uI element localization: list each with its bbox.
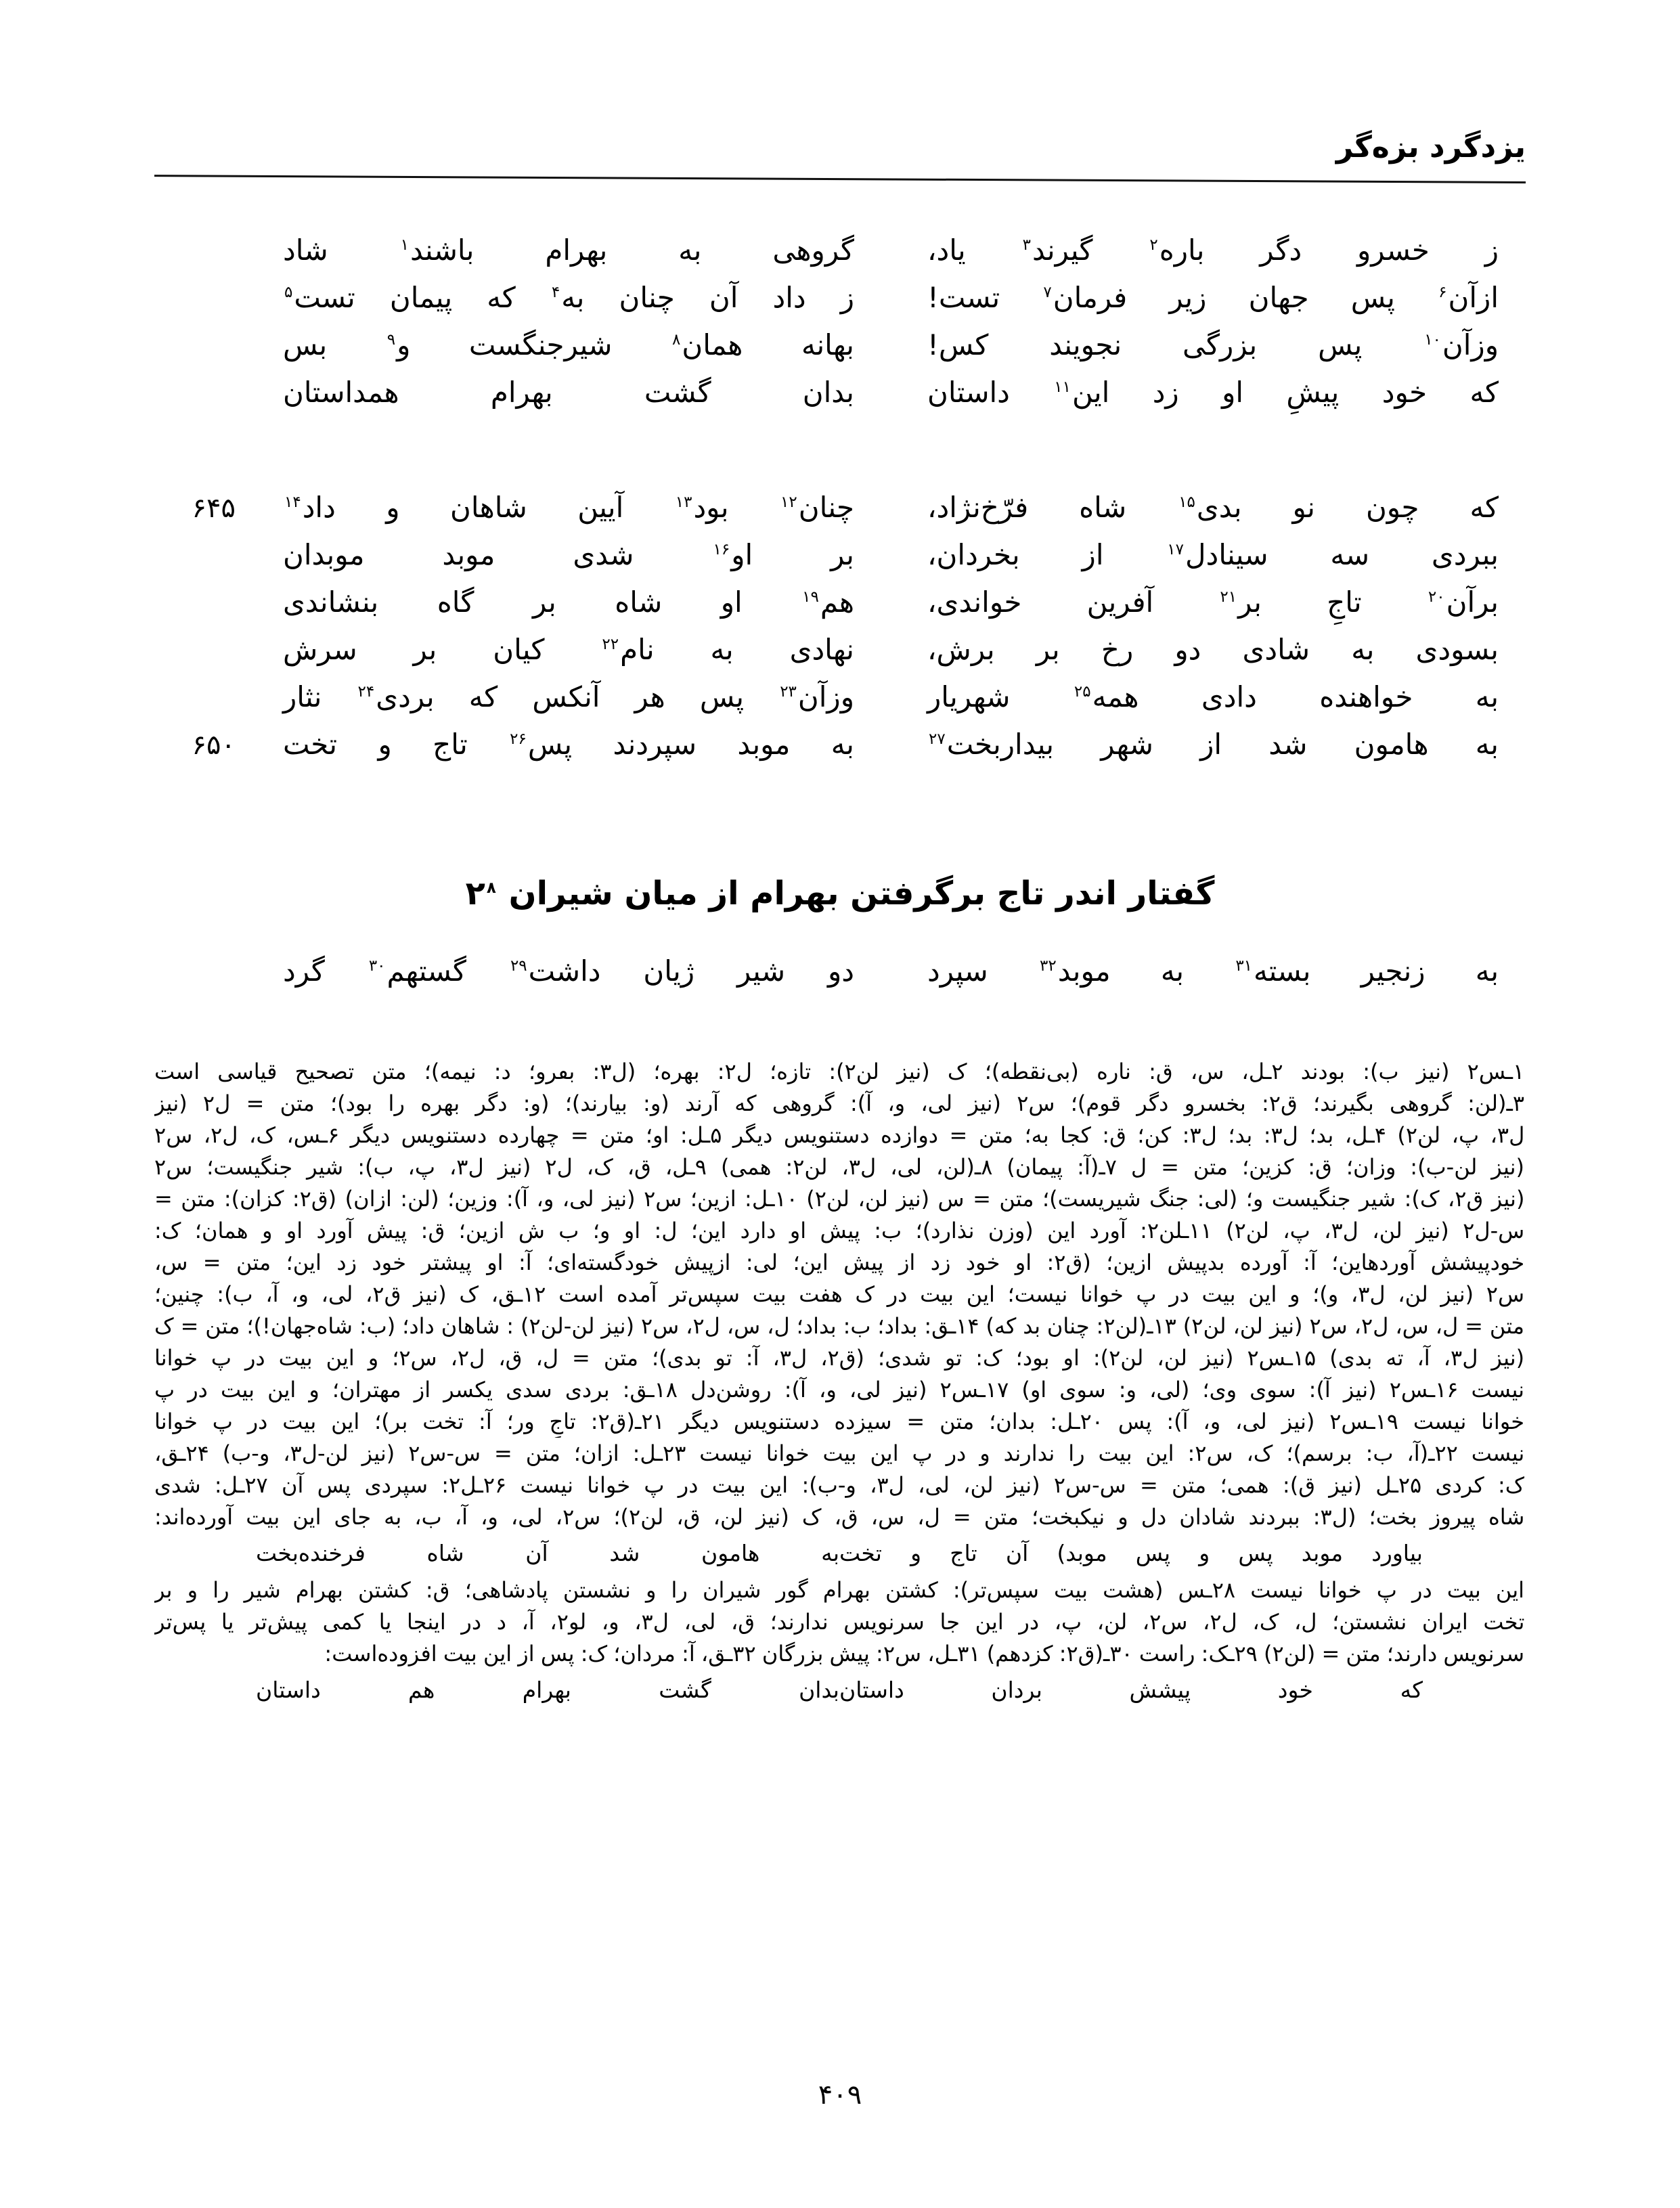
quoted-hemistich-right: بدان گشت بهرام هم داستان: [256, 1677, 839, 1704]
couplet: [154, 951, 1526, 993]
apparatus-line: شاه پیروز بخت؛ (ل۳: ببردند شادان دل و نیکبخت؛ متن = ل، س، ق، ک (نیز لن، ق، لن۲)؛ س۲، لی، و، آ، ب، به جای این بیت آورده‌اند:: [154, 1504, 1524, 1530]
quoted-hemistich-left: بیاورد موبد پس و پس موبد) آن تاج و تخت: [839, 1540, 1423, 1567]
hemistich-right: هم$^{۱۹}$ او شاه بر گاه بنشاندی: [283, 586, 854, 619]
couplet: [154, 230, 1526, 272]
hemistich-right: بدان گشت بهرام همداستان: [283, 376, 854, 409]
verse-number: ۶۴۵: [192, 493, 236, 524]
apparatus-line: ۱ـس۲ (نیز ب): بودند ۲ـل، س، ق: ناره (بی‌نقطه)؛ ک (نیز لن۲): تازه؛ ل۲: بهره؛ (ل۳: بٯرو؛ د: نیمه)؛ متن تصحیح قیاسی است: [154, 1059, 1524, 1084]
hemistich-left: برآن$^{۲۰}$ تاجِ بر$^{۲۱}$ آفرین خواندی،: [927, 586, 1499, 619]
apparatus-line: (نیز لن-ب): وزان؛ ق: کزین؛ متن = ل ۷ـ(آ: پیمان) ۸ـ(لن، لی، ل۳، لن۲: همی) ۹ـل، ق، ک، ل۲ (نیز ل۳، پ، ب): شیر جنگیست؛ س۲: [154, 1154, 1524, 1180]
critical-apparatus: [154, 1056, 1524, 1711]
hemistich-left: وزآن$^{۱۰}$ پس بزرگی نجویند کس!: [927, 328, 1499, 361]
hemistich-left: ببردی سه سینادل$^{۱۷}$ از بخردان،: [927, 538, 1499, 571]
hemistich-left: به هامون شد از شهر بیداربخت$^{۲۷}$: [929, 728, 1499, 761]
hemistich-left: ازآن$^۶$ پس جهان زیر فرمان$^۷$ تست!: [927, 281, 1499, 314]
hemistich-left: به خواهنده دادی همه$^{۲۵}$ شهریار: [927, 680, 1499, 713]
apparatus-line: این بیت در پ خوانا نیست ۲۸ـس (هشت بیت سپس‌تر): کشتن بهرام گور شیران را و نشستن پادشاهی؛ ق: کشتن بهرام شیر را و بر: [154, 1576, 1524, 1603]
couplet: [154, 535, 1526, 577]
hemistich-left: که چون نو بدی$^{۱۵}$ شاه فرّخ‌نژاد،: [927, 491, 1499, 524]
running-head: یزدگرد بزه‌گر: [1335, 130, 1526, 164]
couplet: [154, 487, 1526, 529]
couplet: [154, 630, 1526, 671]
verse-number: ۶۵۰: [192, 730, 236, 761]
apparatus-line: س۲ (نیز لن، ل۳، و)؛ و این بیت در پ خوانا نیست؛ این بیت در ک هفت بیت سپس‌تر آمده است ۱۲ـق، ک (نیز ق۲، لی، و، آ، ب): چنین؛: [154, 1281, 1524, 1308]
apparatus-line: متن = ل، س، ل۲، س۲ (نیز لن، لن۲) ۱۳ـ(لن۲: چنان بد که) ۱۴ـق: بداد؛ ب: بداد؛ ل، س، ل۲، س۲ (نیز لن-لن۲) : شاهان داد؛ (ب: شاه‌جهان!)؛ متن = ک: [154, 1313, 1524, 1340]
hemistich-right: بر او$^{۱۶}$ شدی موبد موبدان: [283, 538, 854, 571]
hemistich-right: وزآن$^{۲۳}$ پس هر آنکس که بردی$^{۲۴}$ نثار: [283, 680, 854, 713]
apparatus-line: تخت ایران نشستن؛ ل، ک، ل۲، س۲، لن، پ، در این جا سرنویس ندارند؛ ق، لی، ل۳، و، لو۲، آ، د در اینجا یا کمی پیش‌تر یا پس‌تر: [154, 1609, 1524, 1635]
couplet: [154, 677, 1526, 719]
hemistich-right: چنان$^{۱۲}$ بود$^{۱۳}$ آیین شاهان و داد$^{۱۴}$: [284, 491, 854, 524]
apparatus-quoted-couplet: [154, 1533, 1524, 1574]
hemistich-right: به موبد سپردند پس$^{۲۶}$ تاج و تخت: [283, 728, 854, 761]
apparatus-line: نیست ۲۲ـ(آ، ب: برسم)؛ ک، س۲: این بیت را ندارند و در پ این بیت خوانا نیست ۲۳ـل: ازان؛ متن = س-س۲ (نیز لن-ل۳، و-ب) ۲۴ـق،: [154, 1440, 1524, 1467]
hemistich-left: بسودی به شادی دو رخ بر برش،: [927, 633, 1499, 666]
page-header: [154, 130, 1526, 200]
apparatus-line: نیست ۱۶ـس۲ (نیز آ): سوی وی؛ (لی، و: سوی او) ۱۷ـس۲ (نیز لی، و، آ): روشن‌دل ۱۸ـق: بردی سدی یکسر از مهتران؛ و این بیت در پ: [154, 1377, 1524, 1403]
verse-block-post-heading: [154, 951, 1526, 998]
hemistich-left: به زنجیر بسته$^{۳۱}$ به موبد$^{۳۲}$ سپرد: [927, 954, 1499, 988]
apparatus-line: خودپیشش آوردهاین؛ آ: آورده بدپیش ازین؛ (ق۲: او خود زد از پیش این؛ لی: ازپیش خودگسته‌ای؛ آ: او پیشتر خود زد این؛ متن = س،: [154, 1250, 1524, 1276]
apparatus-line: ک: کردی ۲۵ـل (نیز ق): همی؛ متن = س-س۲ (نیز لن، لی، ل۳، و-ب): این بیت در پ خوانا نیست ۲۶ـل۲: سپردی پس آن ۲۷ـل: شدی: [154, 1472, 1524, 1499]
couplet: [154, 724, 1526, 766]
verse-block-stanza-1: [154, 230, 1526, 420]
apparatus-line: (نیز ل۳، آ، ته بدی) ۱۵ـس۲ (نیز لن، لن۲): او بود؛ ک: تو شدی؛ (ق۲، ل۳، آ: تو بدی)؛ متن = ل، ق، ل۲، س۲؛ و این بیت در پ خوانا: [154, 1345, 1524, 1371]
quoted-hemistich-left: که خود پیشش بردان داستان: [839, 1677, 1423, 1704]
header-rule: [154, 175, 1526, 183]
hemistich-right: نهادی به نام$^{۲۲}$ کیان بر سرش: [283, 633, 854, 666]
apparatus-line: سرنویس دارند؛ متن = (لن۲) ۲۹ـک: راست ۳۰ـ(ق۲: کزدهم) ۳۱ـل، س۲: پیش بزرگان ۳۲ـق، آ: مردان؛ ک: پس از این بیت افزوده‌است:: [324, 1641, 1524, 1667]
apparatus-line: ل۳، پ، لن۲) ۴ـل، بد؛ ل۳: بد؛ ل۳: کن؛ ق: کجا به؛ متن = دوازده دستنویس دیگر ۵ـل: او؛ متن = چهارده دستنویس دیگر ۶ـس، ک، ل۲، س۲: [154, 1122, 1524, 1149]
hemistich-left: ز خسرو دگر باره$^۲$ گیرند$^۳$ یاد،: [927, 234, 1499, 267]
couplet: [154, 278, 1526, 319]
verse-block-stanza-2: [154, 487, 1526, 772]
apparatus-line: س-ل۲ (نیز لن، ل۳، پ، لن۲) ۱۱ـلن۲: آورد این (وزن نذارد)؛ ب: پیش او دارد این؛ ل: او و؛ ب ش ازین؛ ق: پیش آورد او و همان؛ ک:: [154, 1218, 1524, 1244]
couplet: [154, 372, 1526, 414]
hemistich-right: ز داد آن چنان به$^۴$ که پیمان تست$^۵$: [284, 281, 855, 314]
apparatus-line: ۳ـ(لن: گروهی بگیرند؛ ق۲: بخسرو دگر قوم)؛ س۲ (نیز لی، و، آ): گروهی که آرند (و: بیارند)؛ (و: دگر بهره را بود)؛ متن = ل۲ (نیز: [154, 1090, 1524, 1117]
folio-number: ۴۰۹: [818, 2079, 862, 2111]
hemistich-left: که خود پیشِ او زد این$^{۱۱}$ داستان: [927, 376, 1499, 409]
hemistich-right: دو شیر ژیان داشت$^{۲۹}$ گستهم$^{۳۰}$ گرد: [283, 954, 854, 988]
hemistich-right: بهانه همان$^۸$ شیرجنگست و$^۹$ بس: [283, 328, 854, 361]
quoted-hemistich-right: به هامون شد آن شاه فرخنده‌بخت: [256, 1540, 839, 1567]
apparatus-quoted-couplet: [154, 1670, 1524, 1711]
hemistich-right: گروهی به بهرام باشند$^۱$ شاد: [283, 234, 854, 267]
apparatus-line: خوانا نیست ۱۹ـس۲ (نیز لی، و، آ): پس ۲۰ـل: بدان؛ متن = سیزده دستنویس دیگر ۲۱ـ(ق۲: تاجِ ور؛ آ: تخت بر)؛ این بیت در پ خوانا: [154, 1409, 1524, 1435]
couplet: [154, 325, 1526, 367]
section-heading: گفتار اندر تاج برگرفتن بهرام از میان شیران ۲$^۸$: [465, 875, 1215, 912]
couplet: [154, 582, 1526, 624]
apparatus-line: (نیز ق۲، ک): شیر جنگیست و؛ (لی: جنگ شیریست)؛ متن = س (نیز لن، لن۲) ۱۰ـل: ازین؛ س۲ (نیز لی، و، آ): وزین؛ (لن: ازان) (ق۲: کزان): متن =: [154, 1186, 1524, 1212]
